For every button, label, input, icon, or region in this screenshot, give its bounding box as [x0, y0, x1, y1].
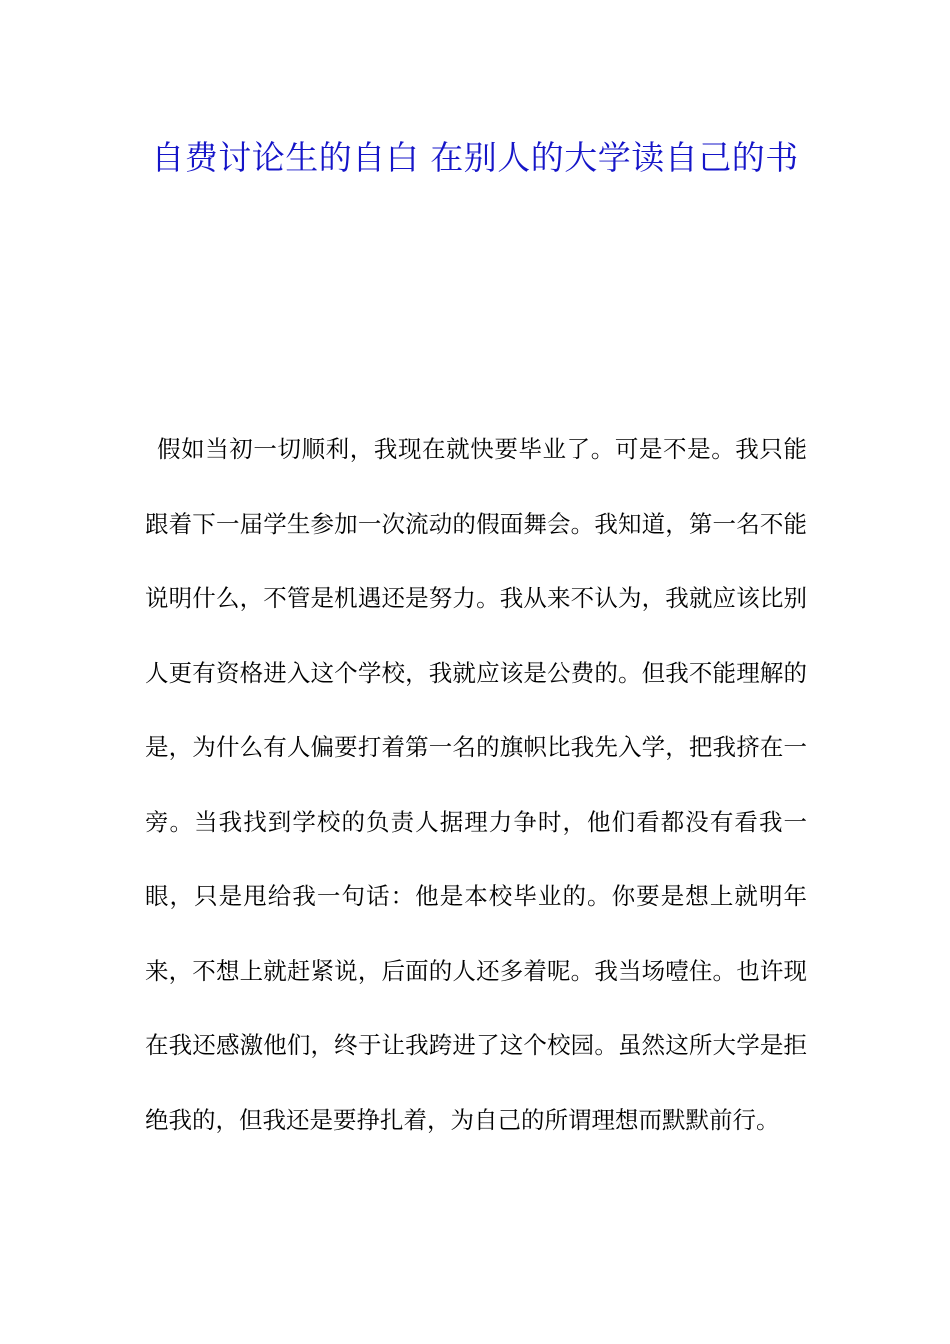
document-title: 自费讨论生的自白 在别人的大学读自己的书 — [151, 138, 799, 177]
body-paragraph: 假如当初一切顺利，我现在就快要毕业了。可是不是。我只能跟着下一届学生参加一次流动的假面舞会。我知道，第一名不能说明什么，不管是机遇还是努力。我从来不认为，我就应该比别人更有资格进入这个学校，我就应该是公费的。但我不能理解的是，为什么有人偏要打着第一名的旗帜比我先入学，把我挤在一旁。当我找到学校的负责人据理力争时，他们看都没有看我一眼，只是甩给我一句话：他是本校毕业的。你要是想上就明年来，不想上就赶紧说，后面的人还多着呢。我当场噎住。也许现在我还感激他们，终于让我跨进了这个校园。虽然这所大学是拒绝我的，但我还是要挣扎着，为自己的所谓理想而默默前行。 — [145, 435, 807, 1134]
